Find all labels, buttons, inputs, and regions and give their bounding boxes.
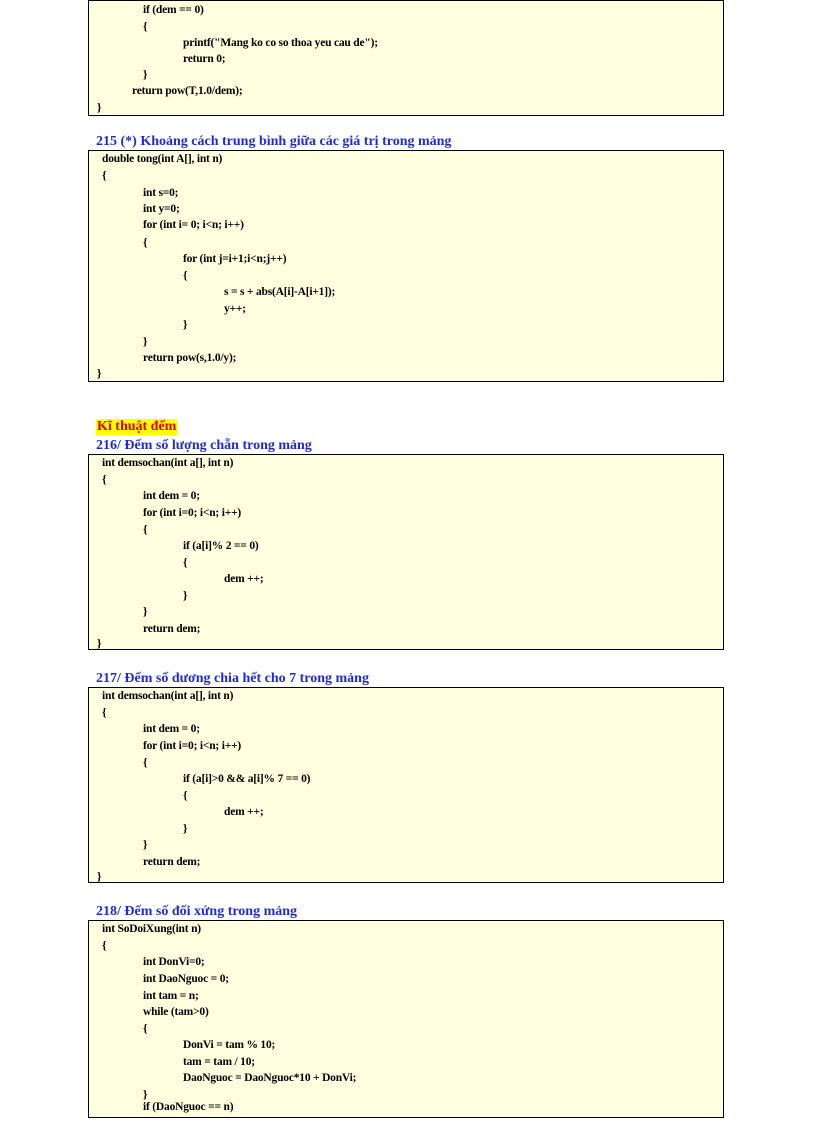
code-line: int y=0; <box>143 203 180 215</box>
code-line: return dem; <box>143 856 201 868</box>
code-line: int demsochan(int a[], int n) <box>102 690 234 702</box>
code-line: } <box>143 839 148 851</box>
code-line: int DaoNguoc = 0; <box>143 973 229 985</box>
code-line: s = s + abs(A[i]-A[i+1]); <box>224 286 336 298</box>
code-line: return pow(s,1.0/y); <box>143 352 237 364</box>
code-line: double tong(int A[], int n) <box>102 153 223 165</box>
section-subtitle-counting: Kĩ thuật đếm <box>97 419 177 434</box>
code-line: while (tam>0) <box>143 1006 209 1018</box>
code-line: { <box>183 270 188 282</box>
code-line: { <box>143 237 148 249</box>
code-line: int s=0; <box>143 187 179 199</box>
code-line: int SoDoiXung(int n) <box>102 923 201 935</box>
code-line: for (int i=0; i<n; i++) <box>143 507 242 519</box>
code-line: if (DaoNguoc == n) <box>143 1101 234 1113</box>
code-line: DonVi = tam % 10; <box>183 1039 276 1051</box>
section-title-218: 218/ Đếm số đối xứng trong mảng <box>96 904 298 919</box>
code-line: if (a[i]% 2 == 0) <box>183 540 259 552</box>
code-block-215 <box>88 150 724 382</box>
code-line: for (int i=0; i<n; i++) <box>143 740 242 752</box>
code-line: { <box>143 1023 148 1035</box>
code-line: for (int j=i+1;i<n;j++) <box>183 253 287 265</box>
code-line: int dem = 0; <box>143 490 200 502</box>
code-line: { <box>102 170 107 182</box>
code-line: } <box>143 69 148 81</box>
code-line: } <box>143 606 148 618</box>
code-line: { <box>143 757 148 769</box>
code-line: } <box>97 102 102 114</box>
code-block-218 <box>88 920 724 1118</box>
code-line: dem ++; <box>224 573 264 585</box>
code-line: int tam = n; <box>143 990 199 1002</box>
code-line: printf("Mang ko co so thoa yeu cau de"); <box>183 37 378 49</box>
code-line: return 0; <box>183 53 226 65</box>
code-line: int demsochan(int a[], int n) <box>102 457 234 469</box>
section-title-217: 217/ Đếm số dương chia hết cho 7 trong mảng <box>96 671 369 686</box>
section-title-215: 215 (*) Khoảng cách trung bình giữa các giá trị trong mảng <box>96 134 452 149</box>
code-line: { <box>102 940 107 952</box>
code-line: } <box>183 823 188 835</box>
code-line: { <box>143 21 148 33</box>
code-line: } <box>143 1089 148 1101</box>
code-line: int dem = 0; <box>143 723 200 735</box>
code-line: { <box>183 790 188 802</box>
code-line: return pow(T,1.0/dem); <box>132 85 243 97</box>
code-line: y++; <box>224 303 246 315</box>
code-line: for (int i= 0; i<n; i++) <box>143 219 244 231</box>
code-line: } <box>183 590 188 602</box>
section-title-216: 216/ Đếm số lượng chẵn trong mảng <box>96 438 312 453</box>
code-line: } <box>97 871 102 883</box>
code-line: dem ++; <box>224 806 264 818</box>
code-line: if (a[i]>0 && a[i]% 7 == 0) <box>183 773 311 785</box>
code-line: } <box>97 638 102 650</box>
code-line: int DonVi=0; <box>143 956 205 968</box>
code-line: return dem; <box>143 623 201 635</box>
code-line: } <box>183 319 188 331</box>
code-line: { <box>143 524 148 536</box>
code-line: DaoNguoc = DaoNguoc*10 + DonVi; <box>183 1072 357 1084</box>
code-line: { <box>183 557 188 569</box>
code-line: { <box>102 474 107 486</box>
code-line: { <box>102 707 107 719</box>
code-line: tam = tam / 10; <box>183 1056 255 1068</box>
code-line: } <box>97 368 102 380</box>
code-line: if (dem == 0) <box>143 4 204 16</box>
code-line: } <box>143 336 148 348</box>
